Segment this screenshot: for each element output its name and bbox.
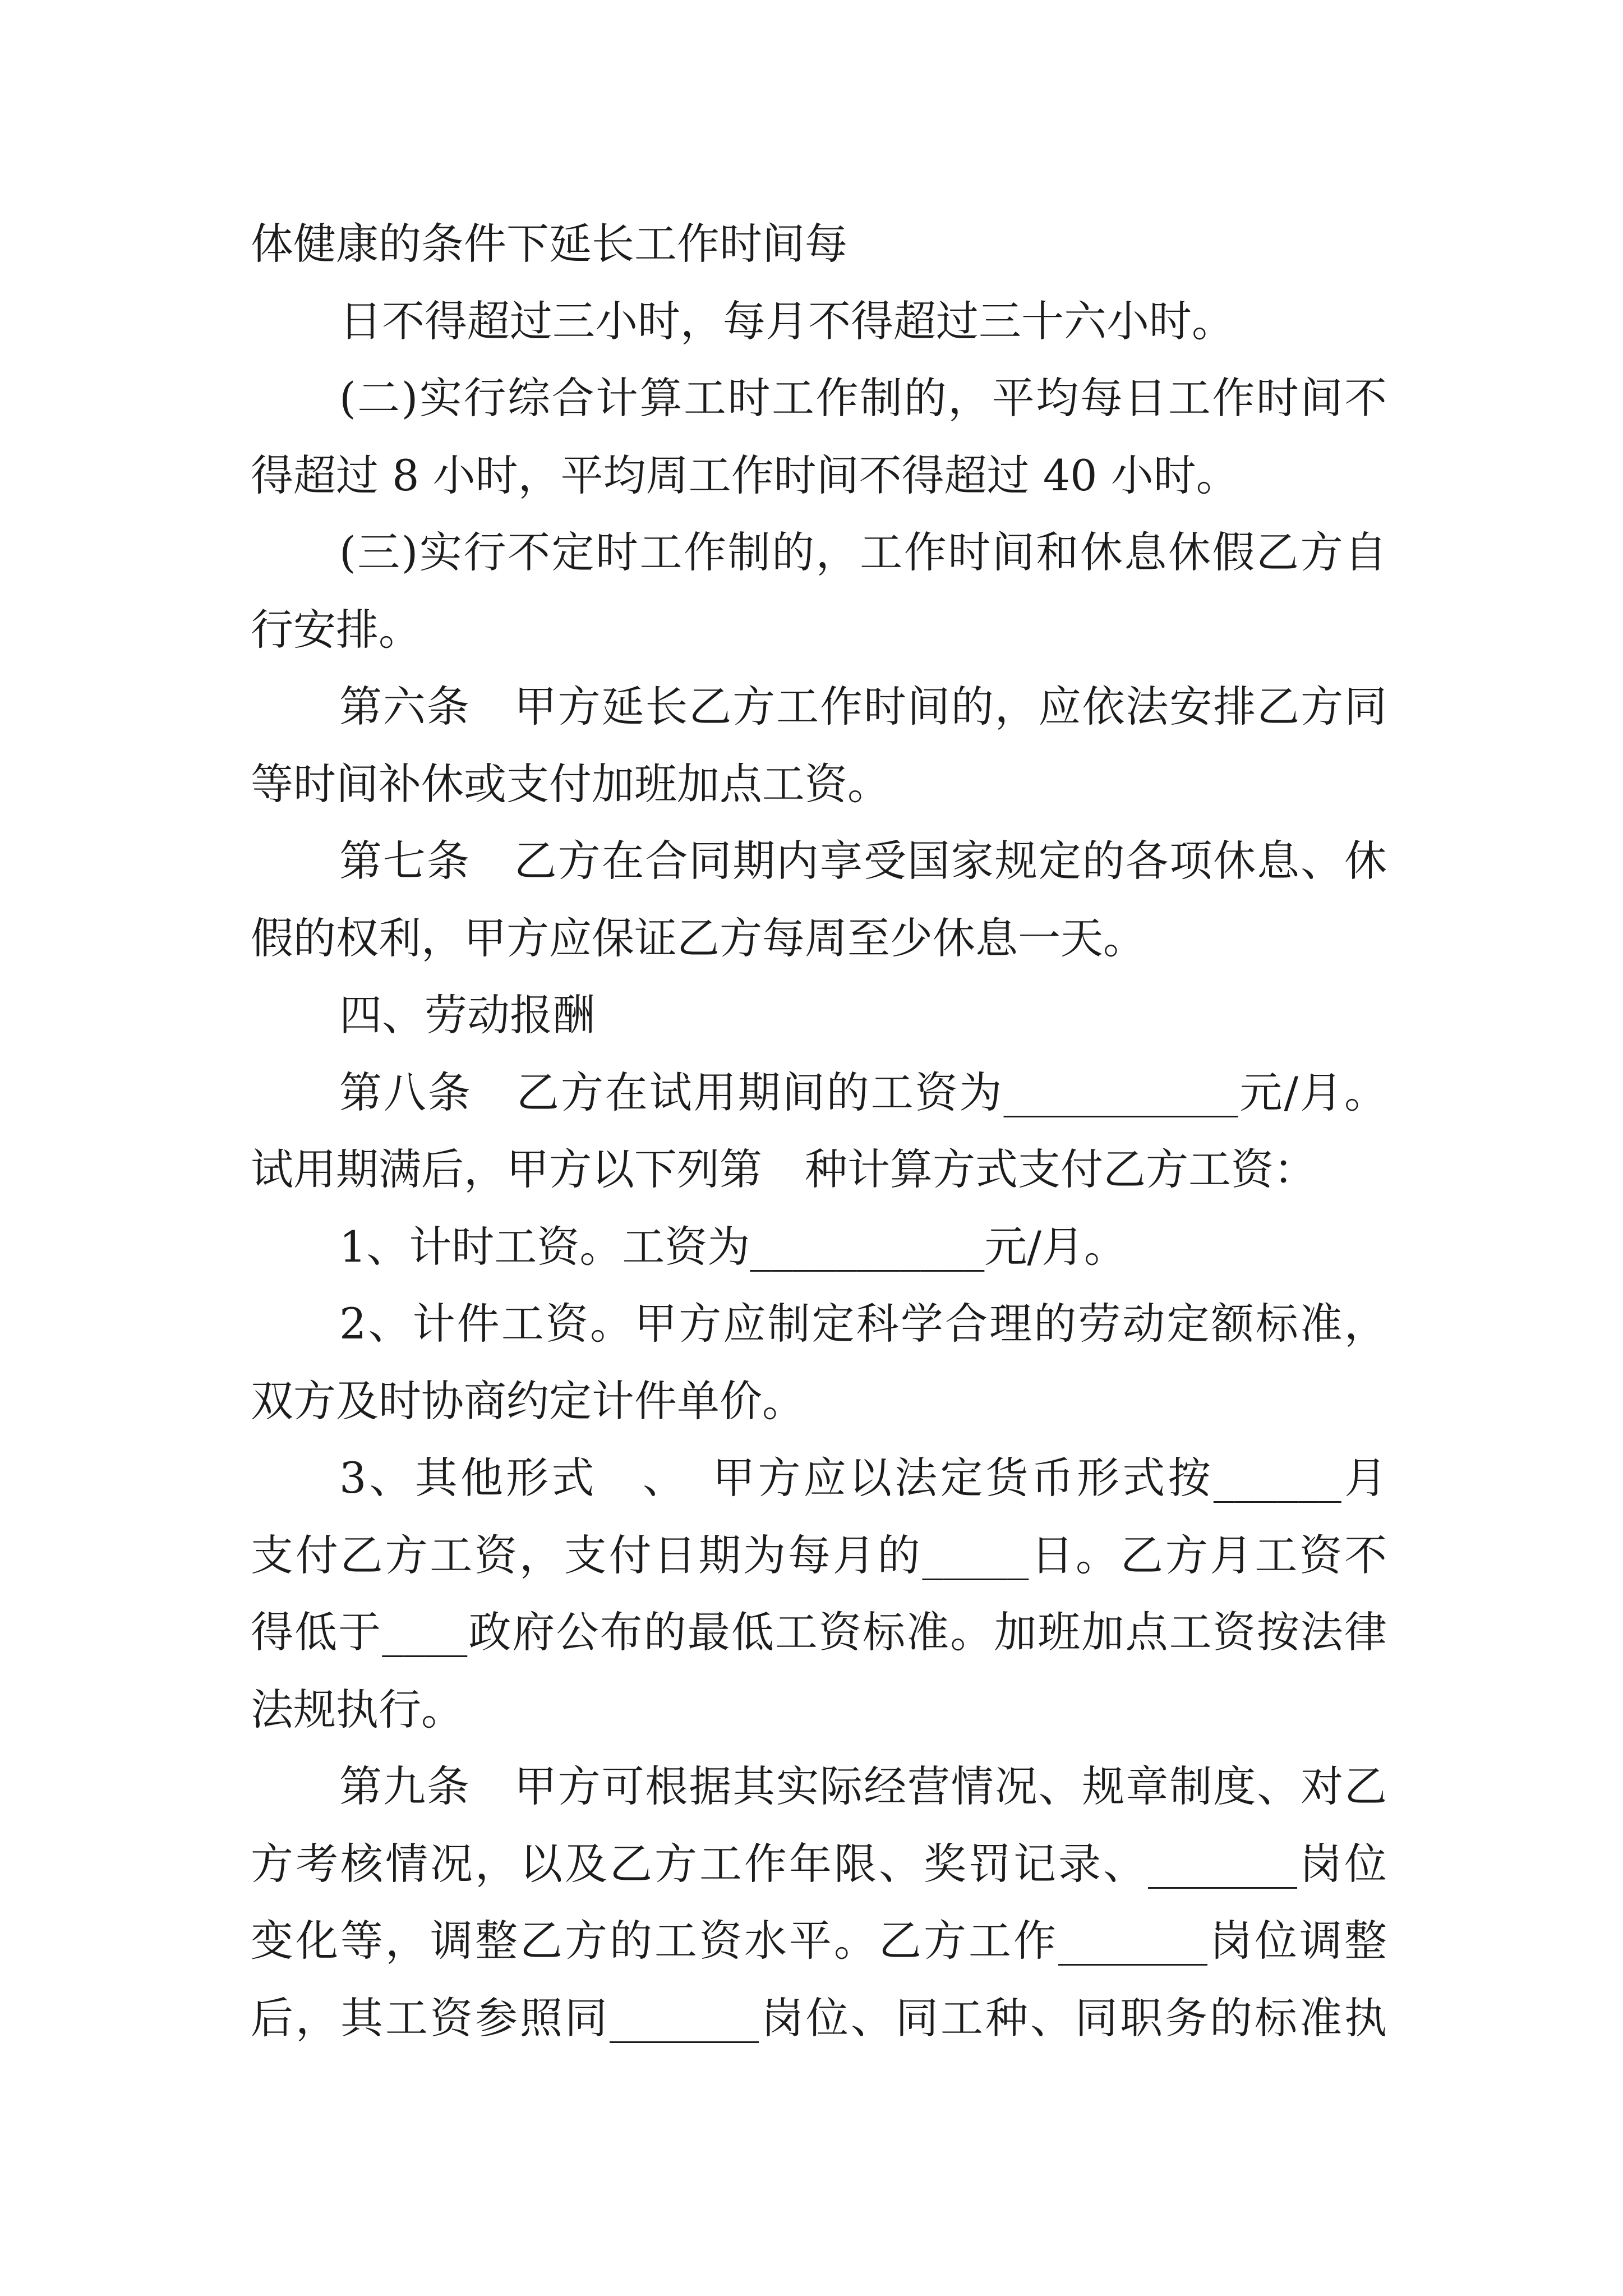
article-6-line: 第六条 甲方延长乙方工作时间的，应依法安排乙方同 <box>339 682 1387 731</box>
paragraph-line: 日不得超过三小时，每月不得超过三十六小时。 <box>339 296 1234 346</box>
paragraph-line: (二)实行综合计算工时工作制的，平均每日工作时间不 <box>339 373 1387 423</box>
list-item: 法规执行。 <box>251 1684 464 1734</box>
paragraph-line: 体健康的条件下延长工作时间每 <box>251 219 847 269</box>
paragraph-line: (三)实行不定时工作制的，工作时间和休息休假乙方自 <box>339 527 1387 577</box>
list-item: 2、计件工资。甲方应制定科学合理的劳动定额标准， <box>339 1299 1387 1349</box>
article-9-line: 后，其工资参照同_______岗位、同工种、同职务的标准执 <box>251 1993 1387 2043</box>
article-6-line: 等时间补休或支付加班加点工资。 <box>251 758 890 809</box>
paragraph-line: 得超过 8 小时，平均周工作时间不得超过 40 小时。 <box>251 450 1239 500</box>
list-item: 1、计时工资。工资为___________元/月。 <box>339 1221 1127 1272</box>
article-8-line: 第八条 乙方在试用期间的工资为___________元/月。 <box>339 1067 1387 1117</box>
paragraph-line: 行安排。 <box>251 604 421 655</box>
list-item: 双方及时协商约定计件单价。 <box>251 1375 805 1426</box>
article-8-line: 试用期满后，甲方以下列第 种计算方式支付乙方工资： <box>251 1144 1316 1194</box>
list-item: 3、其他形式 、 甲方应以法定货币形式按______月 <box>339 1453 1387 1503</box>
section-heading: 四、劳动报酬 <box>339 990 595 1040</box>
list-item: 支付乙方工资，支付日期为每月的_____日。乙方月工资不 <box>251 1530 1387 1580</box>
article-7-line: 第七条 乙方在合同期内享受国家规定的各项休息、休 <box>339 836 1387 886</box>
article-7-line: 假的权利，甲方应保证乙方每周至少休息一天。 <box>251 913 1146 963</box>
article-9-line: 方考核情况，以及乙方工作年限、奖罚记录、_______岗位 <box>251 1838 1387 1889</box>
article-9-line: 第九条 甲方可根据其实际经营情况、规章制度、对乙 <box>339 1761 1387 1811</box>
list-item: 得低于____政府公布的最低工资标准。加班加点工资按法律 <box>251 1607 1387 1657</box>
article-9-line: 变化等，调整乙方的工资水平。乙方工作_______岗位调整 <box>251 1916 1387 1966</box>
document-body <box>251 205 1387 2056</box>
